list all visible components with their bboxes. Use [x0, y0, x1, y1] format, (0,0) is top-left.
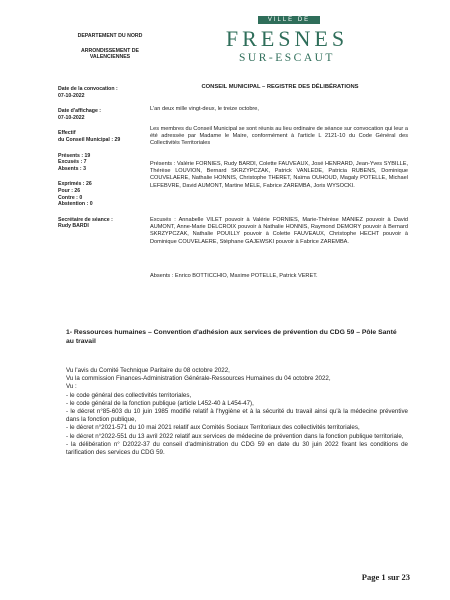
presents-count: Présents : 19 [58, 152, 91, 159]
logo-sub-text: SUR-ESCAUT [239, 52, 335, 64]
excuses-paragraph: Excusés : Annabelle VILET pouvoir à Valérie FORNIES, Marie-Thérèse MANIEZ pouvoir à David AUMONT, Anne-Marie DELCROIX pouvoir à Nathalie HONNIS, Raymond DEMORY pouvoir à Bernard SKRZYPCZAK, Nathalie POUILLY pouvoir à Colette FAUVEAUX, Christophe HECHT pouvoir à Dominique COUVELAERE, Stéphane GAJEWSKI pouvoir à Fabrice ZAREMBA. [150, 217, 408, 245]
text-line: Vu l'avis du Comité Technique Paritaire du 08 octobre 2022, [66, 367, 230, 374]
convocation-date: 07-10-2022 [58, 92, 85, 99]
affichage-date: 07-10-2022 [58, 114, 85, 121]
department-name: DEPARTEMENT DU NORD [77, 33, 143, 39]
intro-paragraph: Les membres du Conseil Municipal se sont réunis au lieu ordinaire de séance sur convocation qui leur a été adressée par Madame le Maire, conformément à l'article L 2121-10 du Code Général des Collectivités Territoriales [150, 126, 408, 147]
contre-count: Contre : 0 [58, 194, 83, 201]
absents-paragraph: Absents : Enrico BOTTICCHIO, Maxime POTELLE, Patrick VERET. [150, 273, 318, 279]
text-line: - le décret n°2021-571 du 10 mai 2021 relatif aux Comités Sociaux Territoriaux des collectivités territoriales, [66, 424, 360, 432]
effectif-value: du Conseil Municipal : 29 [58, 136, 121, 143]
document-title: CONSEIL MUNICIPAL – REGISTRE DES DÉLIBÉRATIONS [201, 84, 359, 90]
text-line: - le décret n°2022-551 du 13 avril 2022 relatif aux services de médecine de prévention dans la fonction publique territoriale, [66, 432, 404, 440]
secretaire-label: Secrétaire de séance : [58, 216, 113, 223]
department-header [66, 33, 154, 61]
deliberation-text [66, 367, 408, 457]
section-title: 1- Ressources humaines – Convention d'adhésion aux services de prévention du CDG 59 – Pôle Santé au travail [66, 329, 397, 345]
abstention-count: Abstention : 0 [58, 201, 93, 208]
presents-paragraph: Présents : Valérie FORNIES, Rudy BARDI, Colette FAUVEAUX, José HENRARD, Jean-Yves SYBILLE, Thérèse LOUVION, Bernard SKRZYPCZAK, Patrick VANLEDE, Patricia RUBENS, Dominique COUVELAERE, Nathalie HONNIS, Christophe THERET, Naïma OUHOUD, Magaly POTELLE, Michael LEFEBVRE, David AUMONT, Martine MELE, Fabrice ZAREMBA, Joris WYSOCKI. [150, 161, 408, 189]
absents-count: Absents : 3 [58, 165, 86, 172]
meeting-info-sidebar [58, 86, 140, 230]
text-line: - la délibération n° D2022-37 du conseil d'administration du CDG 59 en date du 30 juin 2022 fixant les conditions de tarification des services du CDG 59. [66, 440, 408, 457]
effectif-label: Effectif [58, 130, 76, 137]
date-line: L'an deux mille vingt-deux, le treize octobre, [150, 106, 259, 112]
excuses-count: Excusés : 7 [58, 159, 87, 166]
arrondissement-line1: ARRONDISSEMENT DE [81, 47, 139, 54]
logo-main-text: FRESNES [225, 26, 349, 51]
text-line: Vu : [66, 383, 77, 391]
text-line: - le décret n°85-603 du 10 juin 1985 modifié relatif à l'hygiène et à la sécurité du travail ainsi qu'à la médecine préventive dans la fonction publique, [66, 408, 408, 424]
secretaire-name: Rudy BARDI [58, 223, 89, 230]
logo-top-band: VILLE DE [258, 16, 320, 24]
affichage-label: Date d'affichage : [58, 108, 102, 115]
arrondissement-line2: VALENCIENNES [89, 54, 131, 61]
text-line: Vu la commission Finances-Administration Générale-Ressources Humaines du 04 octobre 2022, [66, 375, 331, 383]
page-number: Page 1 sur 23 [361, 572, 410, 582]
pour-count: Pour : 26 [58, 187, 81, 194]
text-line: - le code général de la fonction publique (article L452-40 à L454-47), [66, 399, 254, 407]
convocation-label: Date de la convocation : [58, 86, 118, 92]
text-line: - le code général des collectivités territoriales, [66, 391, 192, 399]
exprimes-count: Exprimés : 26 [58, 181, 92, 188]
